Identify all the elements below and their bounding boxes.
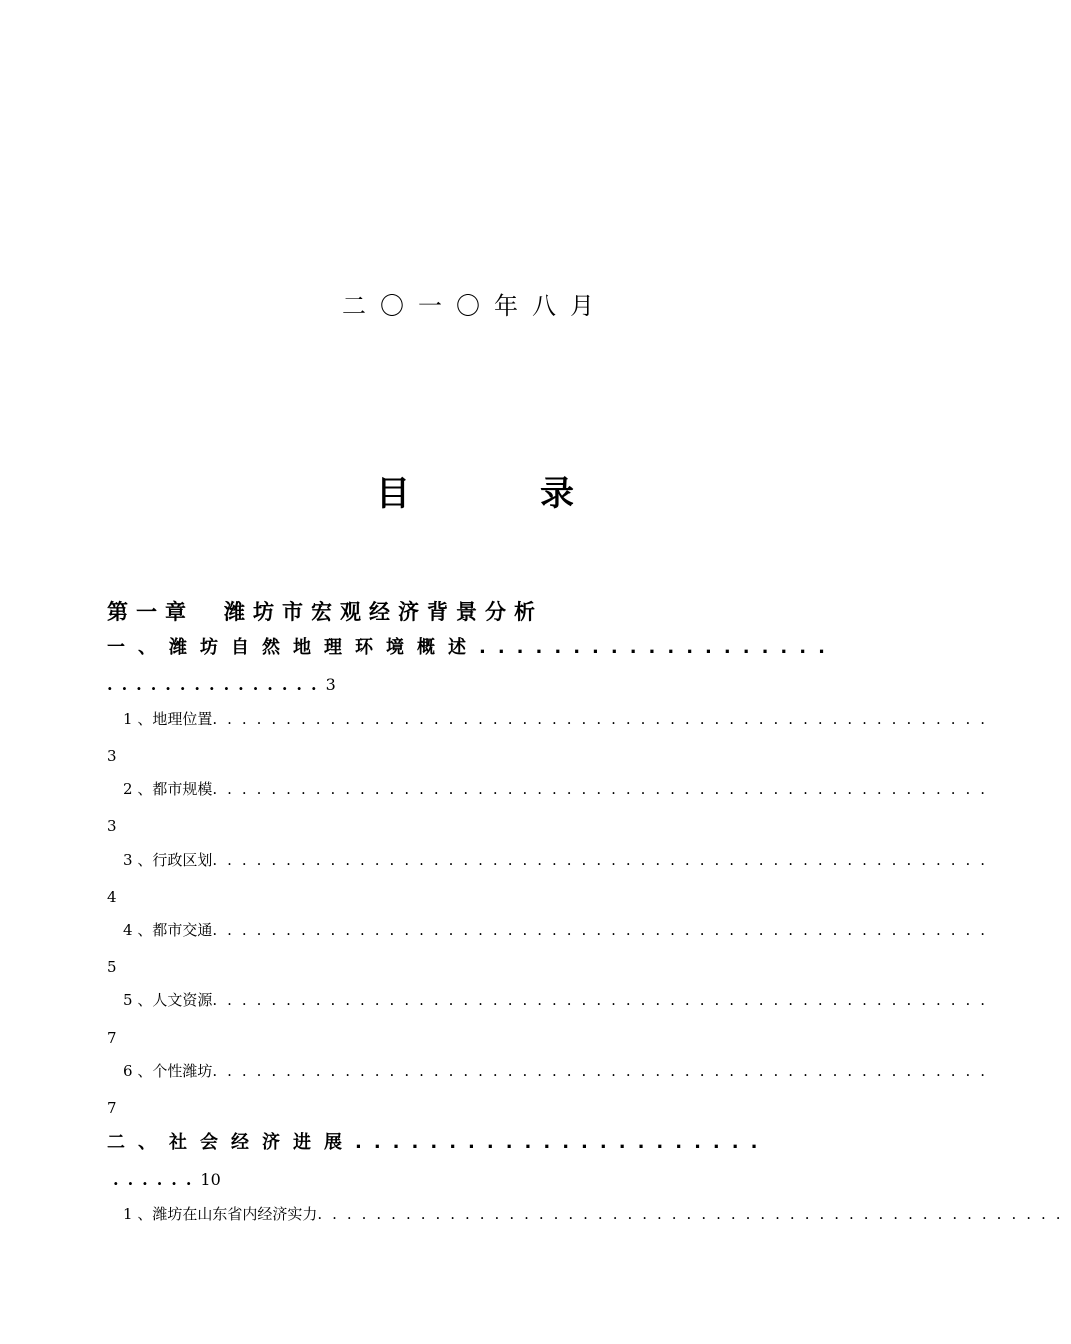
toc-title bbox=[0, 470, 950, 518]
toc-section-1[interactable] bbox=[107, 635, 852, 661]
page-number: 7 bbox=[107, 1099, 117, 1117]
page-number: 3 bbox=[107, 817, 117, 835]
dot-leader: ..................................................... bbox=[212, 851, 996, 869]
toc-title-right: 录 bbox=[540, 474, 574, 514]
item-label: 、都市规模 bbox=[137, 780, 213, 798]
item-number: 6 bbox=[123, 1062, 133, 1080]
chapter-heading[interactable] bbox=[107, 597, 543, 627]
item-number: 5 bbox=[123, 991, 133, 1009]
page-number: 3 bbox=[107, 747, 117, 765]
section-label: 一、潍坊自然地理环境概述 bbox=[107, 637, 479, 658]
item-label: 、地理位置 bbox=[137, 710, 213, 728]
section-label: 二、社会经济进展 bbox=[107, 1132, 355, 1153]
item-number: 4 bbox=[123, 921, 133, 939]
toc-item[interactable] bbox=[123, 1203, 1071, 1225]
page-number: 7 bbox=[107, 1029, 117, 1047]
dot-leader: ...................... bbox=[355, 1132, 770, 1153]
dot-leader: ...... bbox=[113, 1170, 201, 1189]
toc-section-2-continuation bbox=[113, 1168, 221, 1192]
item-label: 、个性潍坊 bbox=[137, 1062, 213, 1080]
toc-title-left: 目 bbox=[376, 474, 410, 514]
toc-section-2[interactable] bbox=[107, 1130, 852, 1156]
item-label: 、行政区划 bbox=[137, 851, 213, 869]
dot-leader: ................... bbox=[479, 637, 837, 658]
dot-leader: ..................................................... bbox=[212, 921, 996, 939]
dot-leader: ............... bbox=[107, 675, 326, 694]
dot-leader: ..................................................... bbox=[212, 710, 996, 728]
toc-section-1-continuation bbox=[107, 673, 336, 697]
page-number: 10 bbox=[200, 1170, 221, 1189]
dot-leader: ..................................................... bbox=[212, 991, 996, 1009]
page-number: 3 bbox=[325, 675, 336, 694]
toc-item[interactable] bbox=[123, 849, 996, 871]
toc-item[interactable] bbox=[123, 708, 996, 730]
chapter-title: 潍坊市宏观经济背景分析 bbox=[224, 600, 543, 624]
item-number: 1 bbox=[123, 1205, 133, 1223]
item-number: 2 bbox=[123, 780, 133, 798]
page-number: 4 bbox=[107, 888, 117, 906]
dot-leader: ..................................................... bbox=[212, 780, 996, 798]
page-number: 5 bbox=[107, 958, 117, 976]
item-label: 、都市交通 bbox=[137, 921, 213, 939]
report-date: 二〇一〇年八月 bbox=[342, 292, 608, 320]
toc-item[interactable] bbox=[123, 778, 996, 800]
dot-leader: ................................................... bbox=[317, 1205, 1071, 1223]
dot-leader: ..................................................... bbox=[212, 1062, 996, 1080]
item-number: 1 bbox=[123, 710, 133, 728]
toc-item[interactable] bbox=[123, 989, 996, 1011]
toc-item[interactable] bbox=[123, 1060, 996, 1082]
toc-item[interactable] bbox=[123, 919, 996, 941]
item-number: 3 bbox=[123, 851, 133, 869]
item-label: 、人文资源 bbox=[137, 991, 213, 1009]
chapter-label: 第一章 bbox=[107, 600, 194, 624]
item-label: 、潍坊在山东省内经济实力 bbox=[137, 1205, 318, 1223]
